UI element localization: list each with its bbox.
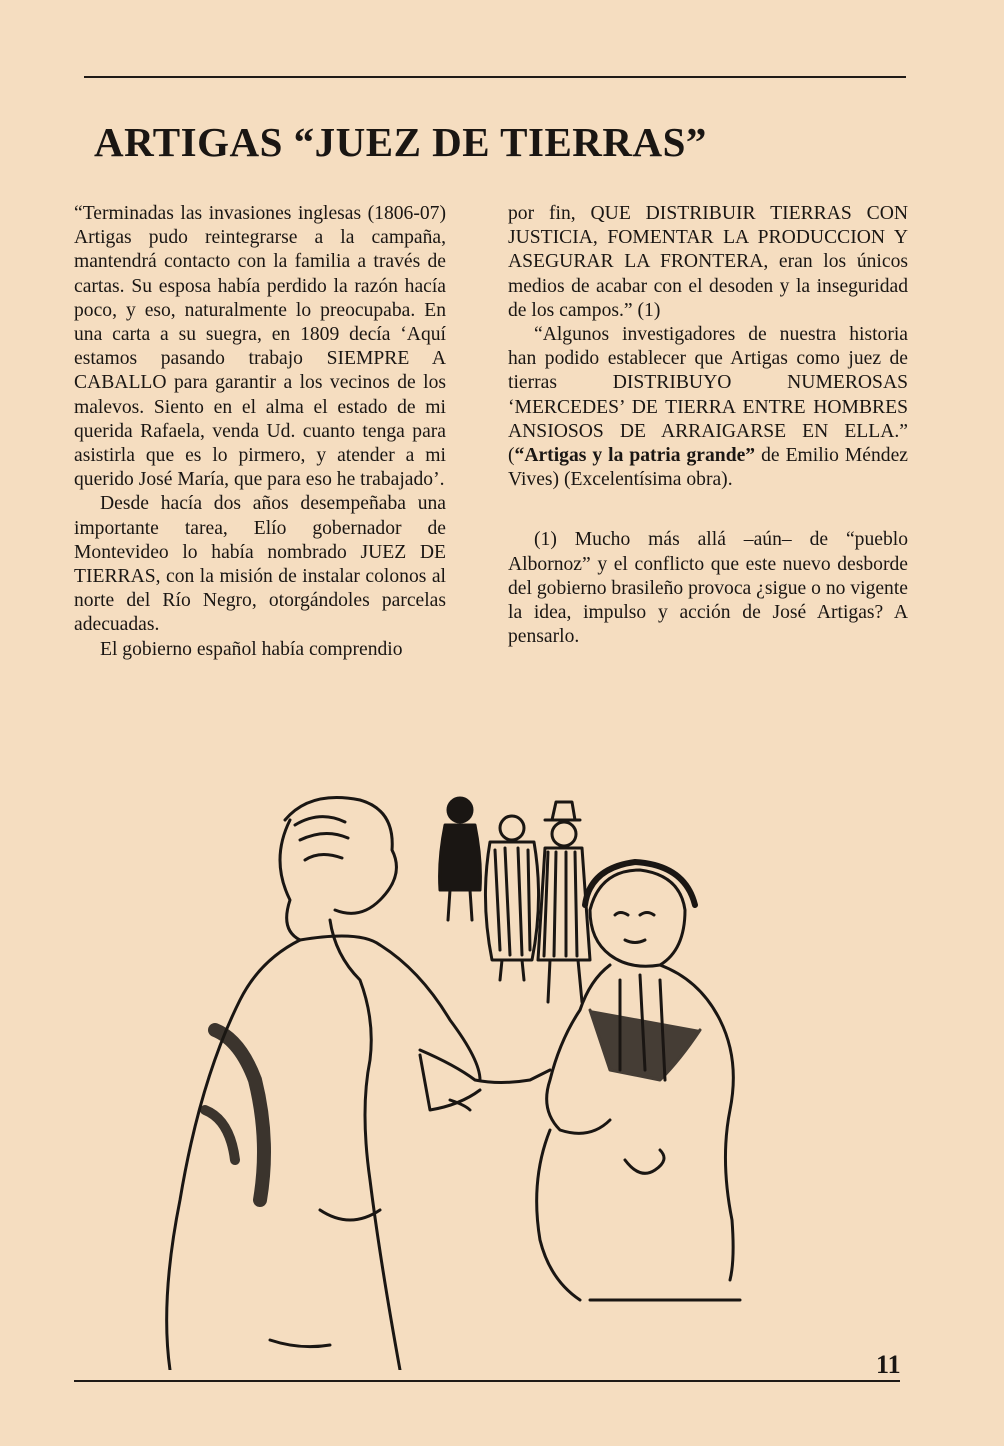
page-number: 11 bbox=[876, 1350, 901, 1379]
page-title: ARTIGAS “JUEZ DE TIERRAS” bbox=[94, 119, 707, 165]
paragraph: Desde hacía dos años desempeñaba una importante tarea, Elío gobernador de Montevideo lo había nombrado JUEZ DE TIERRAS, con la misión de instalar colonos al norte del Río Negro, otorgándoles parcelas adecuadas. bbox=[74, 493, 446, 636]
quote-text: “Algunos investigadores de nuestra historia han podido establecer que Artigas como juez de tierras DISTRIBUYO NUMEROSAS ‘MERCEDES’ DE TIERRA ENTRE HOMBRES ANSIOSOS DE ARRAIGARSE EN ELLA.” ( bbox=[508, 324, 908, 467]
paragraph: por fin, QUE DISTRIBUIR TIERRAS CON JUSTICIA, FOMENTAR LA PRODUCCION Y ASEGURAR LA FRONTERA, eran los únicos medios de acabar con el desoden y la inseguridad de los campos.” (1) bbox=[508, 203, 908, 321]
paragraph: “Terminadas las invasiones inglesas (1806-07) Artigas pudo reintegrarse a la campaña, mantendrá contacto con la familia a través de cartas. Su esposa había perdido la razón hacía poco, y eso, naturalmente lo preocupaba. En una carta a su suegra, en 1809 decía ‘Aquí estamos pasando trabajo SIEMPRE A CABALLO para garantir a los vecinos de los malevos. Siento en el alma el estado de mi querida Rafaela, venda Ud. cuanto tenga para asistirla que es lo pirmero, y atender a mi querido José María, que para eso he trabajado’. bbox=[74, 203, 446, 491]
background-figure bbox=[485, 816, 538, 980]
left-column bbox=[74, 202, 446, 662]
background-figure bbox=[538, 802, 590, 1002]
artigas-figure bbox=[167, 798, 550, 1371]
background-figure bbox=[440, 798, 481, 920]
footnote: (1) Mucho más allá –aún– de “pueblo Albornoz” y el conflicto que este nuevo desborde del gobierno brasileño provoca ¿sigue o no vigente la idea, impulso y acción de José Artigas? A pensarlo. bbox=[508, 529, 908, 648]
illustration bbox=[120, 780, 760, 1370]
paragraph: El gobierno español había comprendio bbox=[100, 638, 403, 660]
right-column bbox=[508, 202, 908, 649]
top-rule bbox=[84, 76, 906, 78]
bottom-rule bbox=[74, 1380, 900, 1382]
book-title: “Artigas y la patria grande” bbox=[514, 445, 756, 467]
citation-tail: de Emilio Méndez Vives) (Excelentísima obra). bbox=[508, 445, 908, 491]
paragraph bbox=[508, 323, 908, 492]
